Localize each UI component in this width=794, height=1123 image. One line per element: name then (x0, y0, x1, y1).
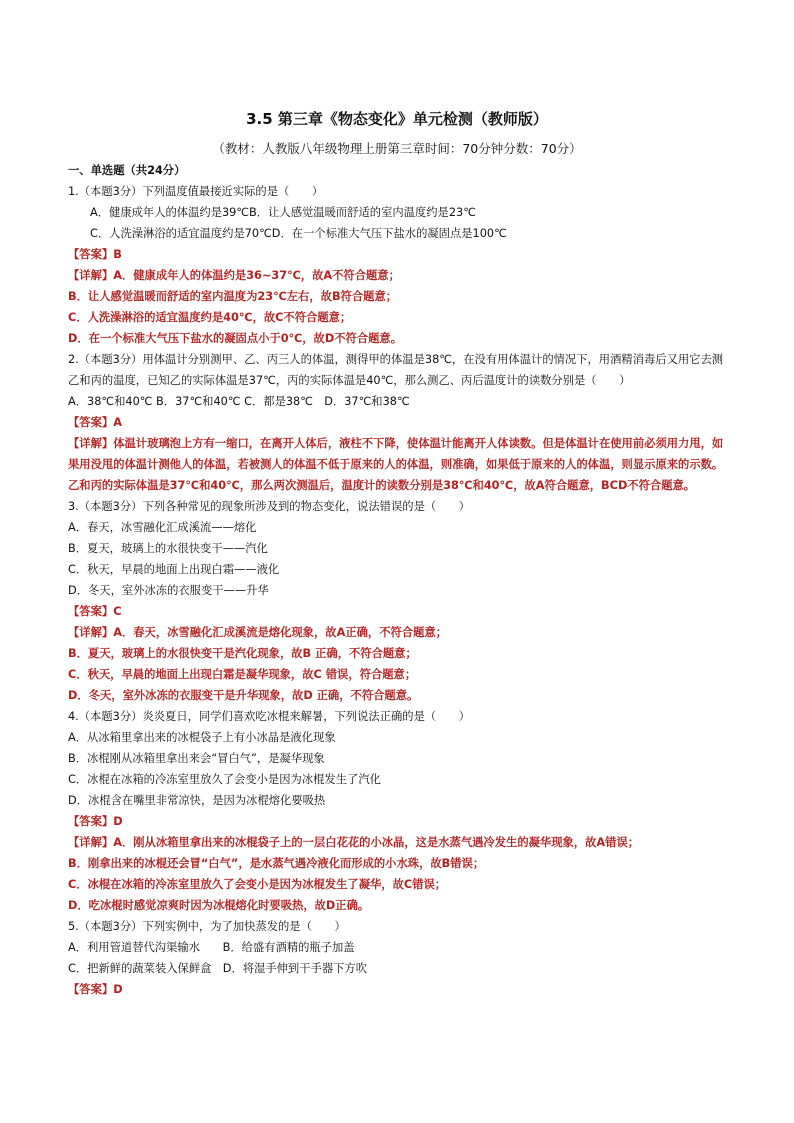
page-title: 3.5 第三章《物态变化》单元检测（教师版） (246, 110, 548, 128)
question-1-stem: 1.（本题3分）下列温度值最接近实际的是（ ） (68, 185, 324, 198)
question-1-explanation-d: D．在一个标准大气压下盐水的凝固点小于0℃，故D不符合题意。 (68, 332, 403, 345)
question-3-explanation-d: D．冬天，室外冰冻的衣服变干是升华现象，故D 正确，不符合题意。 (68, 689, 419, 702)
question-4-option-d: D．冰棍含在嘴里非常凉快，是因为冰棍熔化要吸热 (68, 794, 326, 807)
question-3-answer: 【答案】C (68, 605, 122, 618)
question-4-explanation-a: 【详解】A．刚从冰箱里拿出来的冰棍袋子上的一层白花花的小冰晶，这是水蒸气遇冷发生的凝华现象，故A错误； (68, 836, 640, 849)
question-5-answer: 【答案】D (68, 983, 123, 996)
question-1-options-ab: A．健康成年人的体温约是39℃B．让人感觉温暖而舒适的室内温度约是23℃ (90, 206, 476, 219)
question-4-stem: 4.（本题3分）炎炎夏日，同学们喜欢吃冰棍来解暑，下列说法正确的是（ ） (68, 710, 471, 723)
question-1-explanation-b: B．让人感觉温暖而舒适的室内温度为23℃左右，故B符合题意； (68, 290, 398, 303)
question-4-option-c: C．冰棍在冰箱的冷冻室里放久了会变小是因为冰棍发生了汽化 (68, 773, 381, 786)
question-5-options-cd: C．把新鲜的蔬菜装入保鲜盒 D．将湿手伸到干手器下方吹 (68, 962, 368, 975)
question-2-stem: 2.（本题3分）用体温计分别测甲、乙、丙三人的体温，测得甲的体温是38℃，在没有用体温计的情况下，用酒精消毒后又用它去测乙和丙的温度，已知乙的实际体温是37℃，丙的实际体温是40℃，那么测乙、丙后温度计的读数分别是（ ） (68, 353, 724, 387)
question-4-explanation-b: B．刚拿出来的冰棍还会冒“白气”，是水蒸气遇冷液化而形成的小水珠，故B错误； (68, 857, 485, 870)
question-3-stem: 3.（本题3分）下列各种常见的现象所涉及到的物态变化，说法错误的是（ ） (68, 500, 471, 513)
question-1-options-cd: C．人洗澡淋浴的适宜温度约是70℃D．在一个标准大气压下盐水的凝固点是100℃ (90, 227, 507, 240)
question-5-stem: 5.（本题3分）下列实例中，为了加快蒸发的是（ ） (68, 920, 346, 933)
question-2-answer: 【答案】A (68, 416, 122, 429)
question-4-answer: 【答案】D (68, 815, 123, 828)
question-1-explanation-a: 【详解】A．健康成年人的体温约是36~37℃，故A不符合题意； (68, 269, 400, 282)
page-subtitle: （教材：人教版八年级物理上册第三章时间：70分钟分数：70分） (212, 141, 582, 156)
question-3-explanation-a: 【详解】A．春天，冰雪融化汇成溪流是熔化现象，故A正确，不符合题意； (68, 626, 447, 639)
question-3-option-d: D．冬天，室外冰冻的衣服变干——升华 (68, 584, 269, 597)
question-4-explanation-c: C．冰棍在冰箱的冷冻室里放久了会变小是因为冰棍发生了凝华，故C错误； (68, 878, 447, 891)
document-body (68, 160, 728, 1000)
question-3-option-b: B．夏天，玻璃上的水很快变干——汽化 (68, 542, 268, 555)
question-4-option-a: A．从冰箱里拿出来的冰棍袋子上有小冰晶是液化现象 (68, 731, 336, 744)
question-1-answer: 【答案】B (68, 248, 122, 261)
question-1-explanation-c: C．人洗澡淋浴的适宜温度约是40℃，故C不符合题意； (68, 311, 352, 324)
question-2-explanation: 【详解】体温计玻璃泡上方有一缩口，在离开人体后，液柱不下降，使体温计能离开人体读数。但是体温计在使用前必须用力甩，如果用没甩的体温计测他人的体温，若被测人的体温不低于原来的人的体温，则准确，如果低于原来的人的体温，则显示原来的示数。乙和丙的实际体温是37℃和40℃，那么两次测温后，温度计的读数分别是38℃和40℃，故A符合题意，BCD不符合题意。 (68, 437, 724, 492)
question-3-option-a: A．春天，冰雪融化汇成溪流——熔化 (68, 521, 257, 534)
question-3-option-c: C．秋天，早晨的地面上出现白霜——液化 (68, 563, 280, 576)
question-3-explanation-b: B．夏天，玻璃上的水很快变干是汽化现象，故B 正确，不符合题意； (68, 647, 417, 660)
question-3-explanation-c: C．秋天，早晨的地面上出现白霜是凝华现象，故C 错误，符合题意； (68, 668, 417, 681)
question-5-options-ab: A．利用管道替代沟渠输水 B．给盛有酒精的瓶子加盖 (68, 941, 355, 954)
question-2-options: A．38℃和40℃ B．37℃和40℃ C．都是38℃ D．37℃和38℃ (68, 395, 410, 408)
section-heading: 一、单选题（共24分） (68, 164, 186, 177)
question-4-option-b: B．冰棍刚从冰箱里拿出来会“冒白气”，是凝华现象 (68, 752, 325, 765)
question-4-explanation-d: D．吃冰棍时感觉凉爽时因为冰棍熔化时要吸热，故D正确。 (68, 899, 370, 912)
